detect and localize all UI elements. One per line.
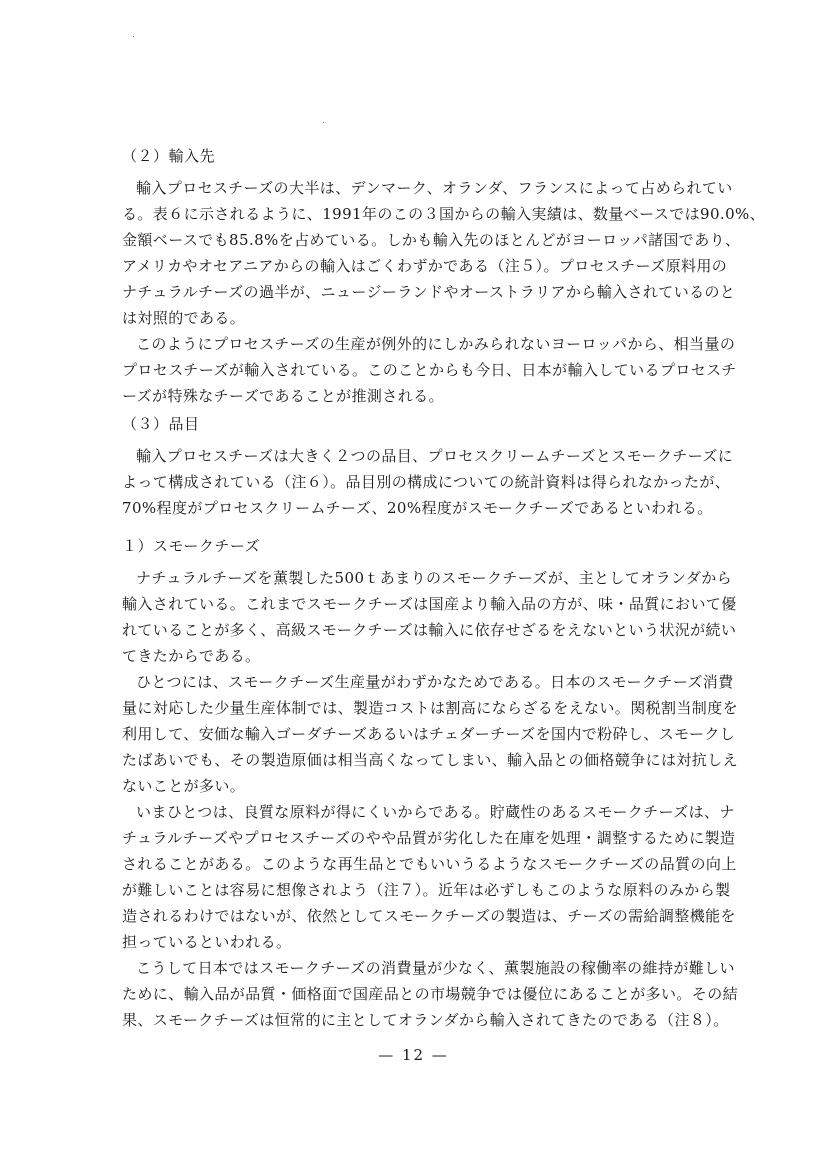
section-import-sources	[122, 145, 766, 409]
scan-speck	[133, 36, 134, 37]
text-line: 輸入プロセスチーズは大きく２つの品目、プロセスクリームチーズとスモークチーズに	[136, 447, 734, 465]
paragraph	[122, 331, 737, 409]
text-line: プロセスチーズが輸入されている。このことからも今日、日本が輸入しているプロセスチ	[122, 361, 737, 379]
text-line: 造されるわけではないが、依然としてスモークチーズの製造は、チーズの需給調整機能を	[122, 907, 736, 925]
text-line: よって構成されている（注６）。品目別の構成についての統計資料は得られなかったが、	[122, 473, 731, 491]
scan-speck	[323, 122, 324, 123]
text-line: 金額ベースでも85.8%を占めている。しかも輸入先のほとんどがヨーロッパ諸国であり、	[122, 231, 741, 249]
text-line: ナチュラルチーズの過半が、ニュージーランドやオーストラリアから輸入されているのと	[122, 283, 736, 301]
text-line: 担っているといわれる。	[122, 933, 292, 951]
text-line: ーズが特殊なチーズであることが推測される。	[122, 387, 444, 405]
text-line: ないことが多い。	[122, 777, 246, 795]
section-heading: （３）品目	[122, 415, 200, 433]
text-line: チュラルチーズやプロセスチーズのやや品質が劣化した在庫を処理・調整するために製造	[122, 829, 736, 847]
section-heading: （２）輸入先	[122, 147, 216, 165]
text-line: 70%程度がプロセスクリームチーズ、20%程度がスモークチーズであるといわれる。	[122, 499, 713, 517]
text-line: アメリカやオセアニアからの輸入はごくわずかである（注５）。プロセスチーズ原料用の	[122, 257, 728, 275]
text-line: 利用して、安価な輸入ゴーダチーズあるいはチェダーチーズを国内で粉砕し、スモークし	[122, 725, 736, 743]
text-line: 果、スモークチーズは恒常的に主としてオランダから輸入されてきたのである（注８）。	[122, 1011, 729, 1029]
text-line: は対照的である。	[122, 309, 246, 327]
paragraph	[122, 669, 739, 799]
text-line: いまひとつは、良質な原料が得にくいからである。貯蔵性のあるスモークチーズは、ナ	[136, 803, 735, 821]
text-line: る。表６に示されるように、1991年のこの３国からの輸入実績は、数量ベースでは90.0%、	[122, 205, 766, 223]
text-line: されることがある。このような再生品とでもいいうるようなスモークチーズの品質の向上	[122, 855, 737, 873]
text-line: 輸入されている。これまでスモークチーズは国産より輸入品の方が、味・品質において優	[122, 595, 737, 613]
text-line: こうして日本ではスモークチーズの消費量が少なく、薫製施設の稼働率の維持が難しい	[136, 959, 735, 977]
text-line: ために、輸入品が品質・価格面で国産品との市場競争では優位にあることが多い。その結	[122, 985, 739, 1003]
paragraph	[122, 443, 734, 521]
text-line: たばあいでも、その製造原価は相当高くなってしまい、輸入品との価格競争には対抗しえ	[122, 751, 739, 769]
text-line: ひとつには、スモークチーズ生産量がわずかなためである。日本のスモークチーズ消費	[136, 673, 734, 691]
section-smoked-cheese	[122, 535, 739, 1033]
text-line: ナチュラルチーズを薫製した500ｔあまりのスモークチーズが、主としてオランダから	[136, 569, 733, 587]
paragraph	[122, 955, 739, 1033]
text-line: れていることが多く、高級スモークチーズは輸入に依存せざるをえないという状況が続い	[122, 621, 737, 639]
paragraph	[122, 175, 766, 331]
text-line: が難しいことは容易に想像されよう（注７）。近年は必ずしもこのような原料のみから製	[122, 881, 731, 899]
page-number: — 12 —	[378, 1046, 449, 1064]
paragraph	[122, 565, 737, 669]
text-line: てきたからである。	[122, 647, 261, 665]
section-product-items	[122, 413, 734, 521]
text-line: 輸入プロセスチーズの大半は、デンマーク、オランダ、フランスによって占められてい	[136, 179, 733, 197]
paragraph	[122, 799, 737, 955]
text-line: このようにプロセスチーズの生産が例外的にしかみられないヨーロッパから、相当量の	[136, 335, 736, 353]
text-line: 量に対応した少量生産体制では、製造コストは割高にならざるをえない。関税割当制度を	[122, 699, 739, 717]
section-heading: １）スモークチーズ	[122, 537, 261, 555]
